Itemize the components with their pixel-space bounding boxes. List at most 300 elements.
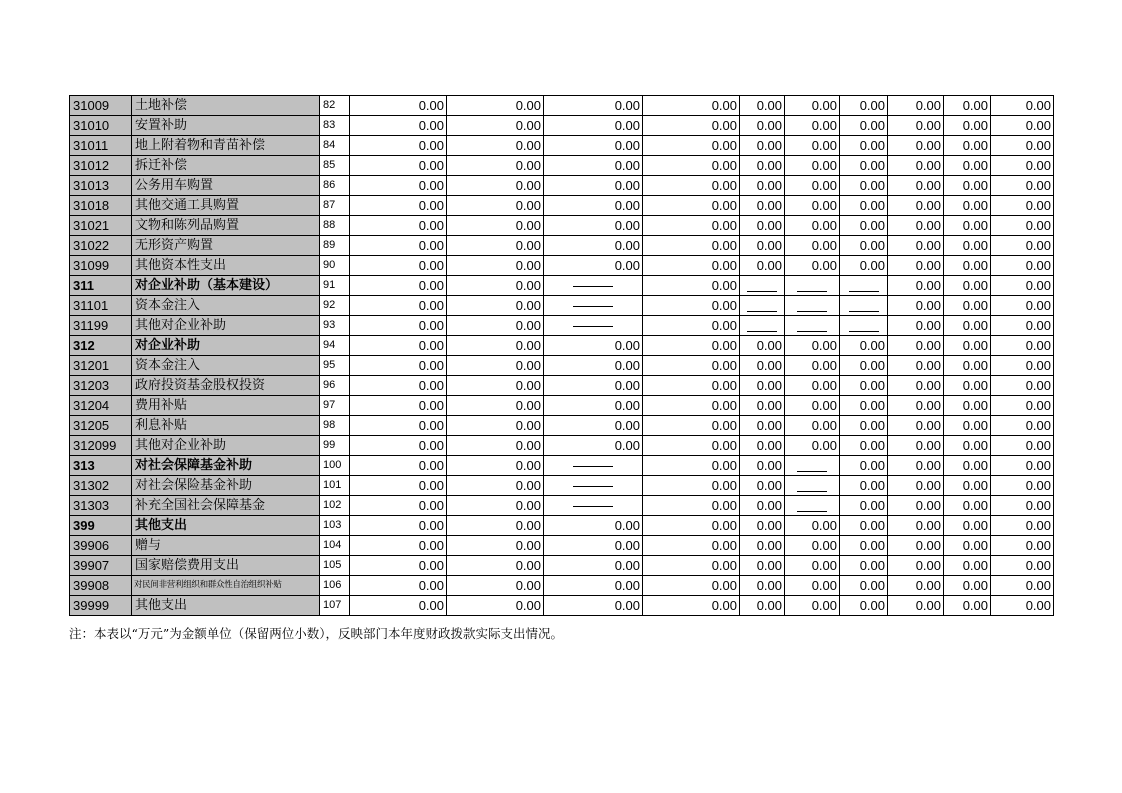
subject-code-cell: 31205	[70, 416, 132, 436]
amount-cell: 0.00	[447, 296, 544, 316]
subject-name-cell: 拆迁补偿	[132, 156, 320, 176]
amount-cell: 0.00	[544, 576, 643, 596]
table-row	[70, 536, 1054, 556]
amount-cell: 0.00	[785, 556, 840, 576]
amount-cell: 0.00	[350, 256, 447, 276]
table-row	[70, 196, 1054, 216]
amount-cell: 0.00	[944, 496, 991, 516]
line-number-cell: 96	[320, 376, 350, 396]
amount-cell: 0.00	[643, 276, 740, 296]
amount-cell: 0.00	[888, 516, 944, 536]
amount-cell: 0.00	[991, 516, 1054, 536]
amount-cell: 0.00	[944, 436, 991, 456]
amount-cell: 0.00	[991, 176, 1054, 196]
subject-code-cell: 39906	[70, 536, 132, 556]
not-applicable-cell	[740, 276, 785, 296]
amount-cell: 0.00	[740, 116, 785, 136]
dash-mark	[573, 306, 613, 307]
amount-cell: 0.00	[643, 476, 740, 496]
line-number-cell: 102	[320, 496, 350, 516]
amount-cell: 0.00	[544, 436, 643, 456]
not-applicable-cell	[544, 296, 643, 316]
amount-cell: 0.00	[447, 576, 544, 596]
not-applicable-cell	[544, 276, 643, 296]
amount-cell: 0.00	[350, 236, 447, 256]
amount-cell: 0.00	[944, 316, 991, 336]
table-row	[70, 516, 1054, 536]
amount-cell: 0.00	[643, 256, 740, 276]
dash-mark	[797, 491, 827, 492]
subject-name-cell: 补充全国社会保障基金	[132, 496, 320, 516]
amount-cell: 0.00	[350, 516, 447, 536]
amount-cell: 0.00	[350, 196, 447, 216]
amount-cell: 0.00	[544, 596, 643, 616]
subject-code-cell: 31010	[70, 116, 132, 136]
amount-cell: 0.00	[447, 156, 544, 176]
amount-cell: 0.00	[740, 96, 785, 116]
not-applicable-cell	[840, 296, 888, 316]
line-number-cell: 99	[320, 436, 350, 456]
amount-cell: 0.00	[544, 376, 643, 396]
amount-cell: 0.00	[544, 96, 643, 116]
amount-cell: 0.00	[544, 196, 643, 216]
table-row	[70, 256, 1054, 276]
amount-cell: 0.00	[643, 396, 740, 416]
amount-cell: 0.00	[840, 476, 888, 496]
not-applicable-cell	[785, 316, 840, 336]
amount-cell: 0.00	[350, 336, 447, 356]
amount-cell: 0.00	[740, 536, 785, 556]
amount-cell: 0.00	[991, 456, 1054, 476]
table-row	[70, 116, 1054, 136]
amount-cell: 0.00	[740, 256, 785, 276]
dash-mark	[573, 486, 613, 487]
amount-cell: 0.00	[888, 316, 944, 336]
table-row	[70, 336, 1054, 356]
table-row	[70, 476, 1054, 496]
amount-cell: 0.00	[643, 516, 740, 536]
amount-cell: 0.00	[991, 536, 1054, 556]
table-body	[70, 96, 1054, 616]
table-row	[70, 316, 1054, 336]
subject-code-cell: 31204	[70, 396, 132, 416]
table-row	[70, 176, 1054, 196]
not-applicable-cell	[544, 476, 643, 496]
amount-cell: 0.00	[544, 176, 643, 196]
amount-cell: 0.00	[944, 276, 991, 296]
line-number-cell: 88	[320, 216, 350, 236]
amount-cell: 0.00	[840, 116, 888, 136]
amount-cell: 0.00	[991, 416, 1054, 436]
amount-cell: 0.00	[991, 556, 1054, 576]
amount-cell: 0.00	[888, 396, 944, 416]
amount-cell: 0.00	[840, 456, 888, 476]
amount-cell: 0.00	[888, 236, 944, 256]
amount-cell: 0.00	[888, 476, 944, 496]
amount-cell: 0.00	[840, 376, 888, 396]
subject-code-cell: 31302	[70, 476, 132, 496]
table-row	[70, 496, 1054, 516]
amount-cell: 0.00	[944, 196, 991, 216]
amount-cell: 0.00	[944, 296, 991, 316]
amount-cell: 0.00	[888, 176, 944, 196]
amount-cell: 0.00	[840, 336, 888, 356]
amount-cell: 0.00	[350, 476, 447, 496]
subject-name-cell: 安置补助	[132, 116, 320, 136]
amount-cell: 0.00	[740, 516, 785, 536]
amount-cell: 0.00	[350, 136, 447, 156]
amount-cell: 0.00	[840, 536, 888, 556]
expenditure-table	[69, 95, 1054, 616]
amount-cell: 0.00	[740, 416, 785, 436]
amount-cell: 0.00	[888, 456, 944, 476]
amount-cell: 0.00	[350, 376, 447, 396]
amount-cell: 0.00	[447, 416, 544, 436]
line-number-cell: 105	[320, 556, 350, 576]
subject-name-cell: 国家赔偿费用支出	[132, 556, 320, 576]
table-row	[70, 296, 1054, 316]
not-applicable-cell	[840, 276, 888, 296]
amount-cell: 0.00	[447, 196, 544, 216]
amount-cell: 0.00	[785, 396, 840, 416]
line-number-cell: 92	[320, 296, 350, 316]
line-number-cell: 98	[320, 416, 350, 436]
amount-cell: 0.00	[888, 536, 944, 556]
amount-cell: 0.00	[888, 116, 944, 136]
amount-cell: 0.00	[643, 96, 740, 116]
amount-cell: 0.00	[944, 156, 991, 176]
amount-cell: 0.00	[785, 136, 840, 156]
amount-cell: 0.00	[544, 116, 643, 136]
amount-cell: 0.00	[447, 596, 544, 616]
amount-cell: 0.00	[544, 216, 643, 236]
subject-name-cell: 其他资本性支出	[132, 256, 320, 276]
dash-mark	[797, 471, 827, 472]
table-row	[70, 156, 1054, 176]
amount-cell: 0.00	[643, 216, 740, 236]
amount-cell: 0.00	[944, 376, 991, 396]
not-applicable-cell	[785, 296, 840, 316]
amount-cell: 0.00	[447, 396, 544, 416]
amount-cell: 0.00	[785, 96, 840, 116]
table-row	[70, 556, 1054, 576]
line-number-cell: 94	[320, 336, 350, 356]
amount-cell: 0.00	[840, 596, 888, 616]
amount-cell: 0.00	[888, 96, 944, 116]
amount-cell: 0.00	[785, 356, 840, 376]
subject-code-cell: 31101	[70, 296, 132, 316]
amount-cell: 0.00	[944, 476, 991, 496]
table-row	[70, 596, 1054, 616]
amount-cell: 0.00	[740, 156, 785, 176]
amount-cell: 0.00	[350, 576, 447, 596]
amount-cell: 0.00	[544, 136, 643, 156]
line-number-cell: 83	[320, 116, 350, 136]
dash-mark	[797, 331, 827, 332]
subject-code-cell: 31203	[70, 376, 132, 396]
amount-cell: 0.00	[740, 336, 785, 356]
amount-cell: 0.00	[447, 136, 544, 156]
amount-cell: 0.00	[643, 156, 740, 176]
amount-cell: 0.00	[888, 436, 944, 456]
dash-mark	[747, 291, 777, 292]
amount-cell: 0.00	[888, 276, 944, 296]
line-number-cell: 84	[320, 136, 350, 156]
not-applicable-cell	[544, 456, 643, 476]
amount-cell: 0.00	[544, 356, 643, 376]
subject-code-cell: 31018	[70, 196, 132, 216]
amount-cell: 0.00	[350, 596, 447, 616]
subject-name-cell: 对社会保障基金补助	[132, 456, 320, 476]
amount-cell: 0.00	[840, 96, 888, 116]
amount-cell: 0.00	[840, 416, 888, 436]
amount-cell: 0.00	[991, 136, 1054, 156]
amount-cell: 0.00	[944, 596, 991, 616]
amount-cell: 0.00	[350, 156, 447, 176]
amount-cell: 0.00	[991, 496, 1054, 516]
amount-cell: 0.00	[643, 296, 740, 316]
subject-name-cell: 其他支出	[132, 516, 320, 536]
amount-cell: 0.00	[944, 416, 991, 436]
subject-name-cell: 其他交通工具购置	[132, 196, 320, 216]
amount-cell: 0.00	[785, 256, 840, 276]
amount-cell: 0.00	[643, 136, 740, 156]
amount-cell: 0.00	[643, 376, 740, 396]
subject-code-cell: 31022	[70, 236, 132, 256]
amount-cell: 0.00	[350, 396, 447, 416]
amount-cell: 0.00	[944, 216, 991, 236]
amount-cell: 0.00	[888, 576, 944, 596]
line-number-cell: 100	[320, 456, 350, 476]
subject-code-cell: 31201	[70, 356, 132, 376]
dash-mark	[849, 291, 879, 292]
amount-cell: 0.00	[643, 596, 740, 616]
amount-cell: 0.00	[944, 256, 991, 276]
amount-cell: 0.00	[350, 556, 447, 576]
amount-cell: 0.00	[740, 596, 785, 616]
amount-cell: 0.00	[643, 456, 740, 476]
amount-cell: 0.00	[991, 156, 1054, 176]
amount-cell: 0.00	[643, 496, 740, 516]
amount-cell: 0.00	[888, 256, 944, 276]
subject-name-cell: 无形资产购置	[132, 236, 320, 256]
line-number-cell: 86	[320, 176, 350, 196]
table-row	[70, 356, 1054, 376]
subject-name-cell: 对民间非营利组织和群众性自治组织补贴	[132, 576, 320, 596]
amount-cell: 0.00	[991, 196, 1054, 216]
amount-cell: 0.00	[643, 176, 740, 196]
table-row	[70, 136, 1054, 156]
amount-cell: 0.00	[944, 136, 991, 156]
amount-cell: 0.00	[447, 536, 544, 556]
subject-code-cell: 39907	[70, 556, 132, 576]
subject-name-cell: 资本金注入	[132, 296, 320, 316]
amount-cell: 0.00	[785, 596, 840, 616]
table-note: 注：本表以“万元”为金额单位（保留两位小数），反映部门本年度财政拨款实际支出情况。	[69, 626, 564, 641]
amount-cell: 0.00	[350, 296, 447, 316]
amount-cell: 0.00	[447, 376, 544, 396]
subject-code-cell: 312	[70, 336, 132, 356]
amount-cell: 0.00	[544, 156, 643, 176]
line-number-cell: 101	[320, 476, 350, 496]
subject-code-cell: 399	[70, 516, 132, 536]
amount-cell: 0.00	[888, 216, 944, 236]
amount-cell: 0.00	[944, 116, 991, 136]
line-number-cell: 93	[320, 316, 350, 336]
amount-cell: 0.00	[643, 196, 740, 216]
amount-cell: 0.00	[840, 516, 888, 536]
amount-cell: 0.00	[740, 476, 785, 496]
amount-cell: 0.00	[991, 236, 1054, 256]
dash-mark	[747, 311, 777, 312]
amount-cell: 0.00	[888, 356, 944, 376]
amount-cell: 0.00	[350, 316, 447, 336]
not-applicable-cell	[840, 316, 888, 336]
table-row	[70, 416, 1054, 436]
amount-cell: 0.00	[740, 176, 785, 196]
subject-code-cell: 31099	[70, 256, 132, 276]
amount-cell: 0.00	[447, 276, 544, 296]
table-row	[70, 576, 1054, 596]
amount-cell: 0.00	[785, 236, 840, 256]
amount-cell: 0.00	[785, 436, 840, 456]
amount-cell: 0.00	[785, 536, 840, 556]
line-number-cell: 95	[320, 356, 350, 376]
amount-cell: 0.00	[944, 576, 991, 596]
amount-cell: 0.00	[944, 236, 991, 256]
amount-cell: 0.00	[350, 456, 447, 476]
amount-cell: 0.00	[643, 556, 740, 576]
subject-code-cell: 31011	[70, 136, 132, 156]
not-applicable-cell	[785, 476, 840, 496]
not-applicable-cell	[544, 316, 643, 336]
amount-cell: 0.00	[447, 176, 544, 196]
amount-cell: 0.00	[991, 276, 1054, 296]
subject-name-cell: 土地补偿	[132, 96, 320, 116]
subject-code-cell: 31009	[70, 96, 132, 116]
amount-cell: 0.00	[840, 176, 888, 196]
amount-cell: 0.00	[991, 476, 1054, 496]
subject-name-cell: 对企业补助	[132, 336, 320, 356]
amount-cell: 0.00	[643, 536, 740, 556]
amount-cell: 0.00	[643, 336, 740, 356]
not-applicable-cell	[740, 296, 785, 316]
line-number-cell: 97	[320, 396, 350, 416]
amount-cell: 0.00	[350, 436, 447, 456]
amount-cell: 0.00	[991, 376, 1054, 396]
table-row	[70, 436, 1054, 456]
amount-cell: 0.00	[785, 416, 840, 436]
amount-cell: 0.00	[740, 196, 785, 216]
amount-cell: 0.00	[740, 576, 785, 596]
amount-cell: 0.00	[840, 136, 888, 156]
amount-cell: 0.00	[840, 156, 888, 176]
line-number-cell: 106	[320, 576, 350, 596]
amount-cell: 0.00	[840, 356, 888, 376]
not-applicable-cell	[544, 496, 643, 516]
amount-cell: 0.00	[840, 496, 888, 516]
amount-cell: 0.00	[840, 236, 888, 256]
subject-code-cell: 31303	[70, 496, 132, 516]
amount-cell: 0.00	[840, 216, 888, 236]
subject-name-cell: 对企业补助（基本建设）	[132, 276, 320, 296]
not-applicable-cell	[740, 316, 785, 336]
amount-cell: 0.00	[447, 316, 544, 336]
amount-cell: 0.00	[944, 536, 991, 556]
amount-cell: 0.00	[991, 596, 1054, 616]
subject-name-cell: 政府投资基金股权投资	[132, 376, 320, 396]
amount-cell: 0.00	[740, 136, 785, 156]
amount-cell: 0.00	[991, 256, 1054, 276]
amount-cell: 0.00	[888, 416, 944, 436]
amount-cell: 0.00	[888, 296, 944, 316]
amount-cell: 0.00	[785, 576, 840, 596]
dash-mark	[797, 311, 827, 312]
line-number-cell: 90	[320, 256, 350, 276]
amount-cell: 0.00	[888, 156, 944, 176]
amount-cell: 0.00	[643, 236, 740, 256]
amount-cell: 0.00	[888, 136, 944, 156]
line-number-cell: 103	[320, 516, 350, 536]
amount-cell: 0.00	[447, 456, 544, 476]
not-applicable-cell	[785, 496, 840, 516]
amount-cell: 0.00	[643, 116, 740, 136]
amount-cell: 0.00	[740, 216, 785, 236]
amount-cell: 0.00	[447, 96, 544, 116]
amount-cell: 0.00	[740, 376, 785, 396]
table-row	[70, 276, 1054, 296]
amount-cell: 0.00	[643, 356, 740, 376]
amount-cell: 0.00	[991, 96, 1054, 116]
amount-cell: 0.00	[888, 196, 944, 216]
line-number-cell: 107	[320, 596, 350, 616]
amount-cell: 0.00	[350, 416, 447, 436]
amount-cell: 0.00	[447, 356, 544, 376]
not-applicable-cell	[785, 456, 840, 476]
not-applicable-cell	[785, 276, 840, 296]
amount-cell: 0.00	[888, 496, 944, 516]
amount-cell: 0.00	[447, 256, 544, 276]
amount-cell: 0.00	[350, 496, 447, 516]
amount-cell: 0.00	[991, 336, 1054, 356]
amount-cell: 0.00	[544, 336, 643, 356]
subject-code-cell: 31012	[70, 156, 132, 176]
subject-code-cell: 312099	[70, 436, 132, 456]
amount-cell: 0.00	[944, 176, 991, 196]
dash-mark	[573, 326, 613, 327]
subject-name-cell: 公务用车购置	[132, 176, 320, 196]
amount-cell: 0.00	[785, 216, 840, 236]
dash-mark	[573, 466, 613, 467]
amount-cell: 0.00	[447, 216, 544, 236]
amount-cell: 0.00	[740, 456, 785, 476]
dash-mark	[747, 331, 777, 332]
amount-cell: 0.00	[643, 316, 740, 336]
amount-cell: 0.00	[888, 336, 944, 356]
line-number-cell: 87	[320, 196, 350, 216]
amount-cell: 0.00	[991, 316, 1054, 336]
amount-cell: 0.00	[544, 536, 643, 556]
amount-cell: 0.00	[544, 256, 643, 276]
subject-code-cell: 31021	[70, 216, 132, 236]
amount-cell: 0.00	[643, 436, 740, 456]
table-row	[70, 456, 1054, 476]
amount-cell: 0.00	[840, 196, 888, 216]
line-number-cell: 82	[320, 96, 350, 116]
amount-cell: 0.00	[944, 516, 991, 536]
amount-cell: 0.00	[350, 276, 447, 296]
amount-cell: 0.00	[991, 396, 1054, 416]
